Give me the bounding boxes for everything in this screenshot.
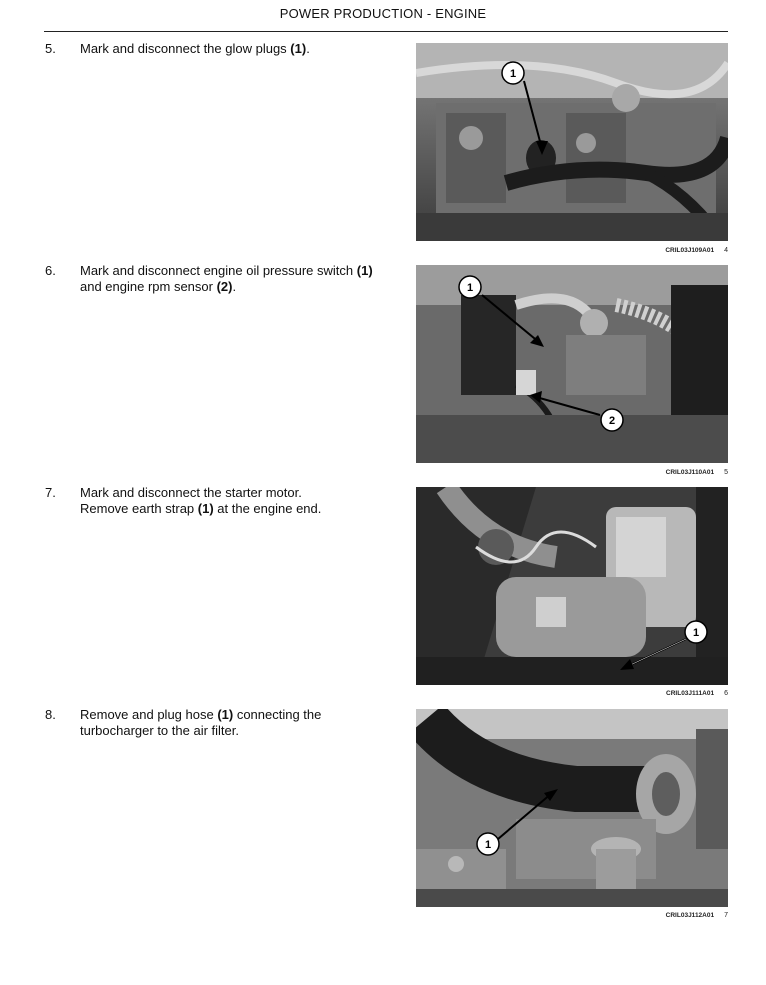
- step-instruction: [80, 707, 390, 739]
- step-instruction: [80, 41, 390, 57]
- callout-label: 1: [466, 282, 474, 294]
- figure-caption: [665, 247, 728, 254]
- step-number: 5.: [45, 41, 56, 56]
- reference-label: (1): [217, 707, 234, 722]
- header-divider: [44, 31, 728, 32]
- reference-label: (1): [290, 41, 307, 56]
- figure-caption: [666, 912, 728, 919]
- page-header: POWER PRODUCTION - ENGINE: [279, 6, 487, 21]
- figure-caption: [666, 690, 728, 697]
- turbocharger-hose-photo: [416, 709, 728, 907]
- instruction-text: Mark and disconnect the glow plugs: [80, 41, 291, 56]
- instruction-text: Remove and plug hose: [80, 707, 218, 722]
- glow-plugs-photo: [416, 43, 728, 241]
- image-code: CRIL03J110A01: [665, 469, 715, 476]
- instruction-text: .: [306, 41, 310, 56]
- figure-number: 5: [724, 469, 728, 476]
- instruction-text: Remove earth strap: [80, 501, 198, 516]
- starter-motor-photo: [416, 487, 728, 685]
- image-code: CRIL03J109A01: [665, 247, 715, 254]
- image-code: CRIL03J111A01: [666, 690, 715, 697]
- step-number: 6.: [45, 263, 56, 278]
- instruction-text: connecting the: [233, 707, 322, 722]
- instruction-text: Mark and disconnect the starter motor.: [80, 485, 302, 500]
- instruction-text: at the engine end.: [213, 501, 322, 516]
- reference-label: (2): [216, 279, 233, 294]
- figure-caption: [666, 469, 728, 476]
- image-code: CRIL03J112A01: [665, 912, 715, 919]
- figure-number: 4: [724, 247, 728, 254]
- step-number: 8.: [45, 707, 56, 722]
- figure-number: 6: [724, 690, 728, 697]
- oil-pressure-switch-photo: [416, 265, 728, 463]
- instruction-text: Mark and disconnect engine oil pressure switch: [80, 263, 357, 278]
- callout-label: 1: [509, 68, 517, 80]
- callout-label: 1: [484, 839, 492, 851]
- figure-number: 7: [724, 912, 728, 919]
- step-instruction: [80, 485, 390, 517]
- reference-label: (1): [356, 263, 373, 278]
- instruction-text: turbocharger to the air filter.: [80, 723, 239, 738]
- callout-label: 1: [692, 627, 700, 639]
- instruction-text: .: [232, 279, 237, 294]
- instruction-text: and engine rpm sensor: [80, 279, 217, 294]
- callout-label: 2: [608, 415, 616, 427]
- reference-label: (1): [197, 501, 214, 516]
- step-number: 7.: [45, 485, 56, 500]
- step-instruction: [80, 263, 390, 295]
